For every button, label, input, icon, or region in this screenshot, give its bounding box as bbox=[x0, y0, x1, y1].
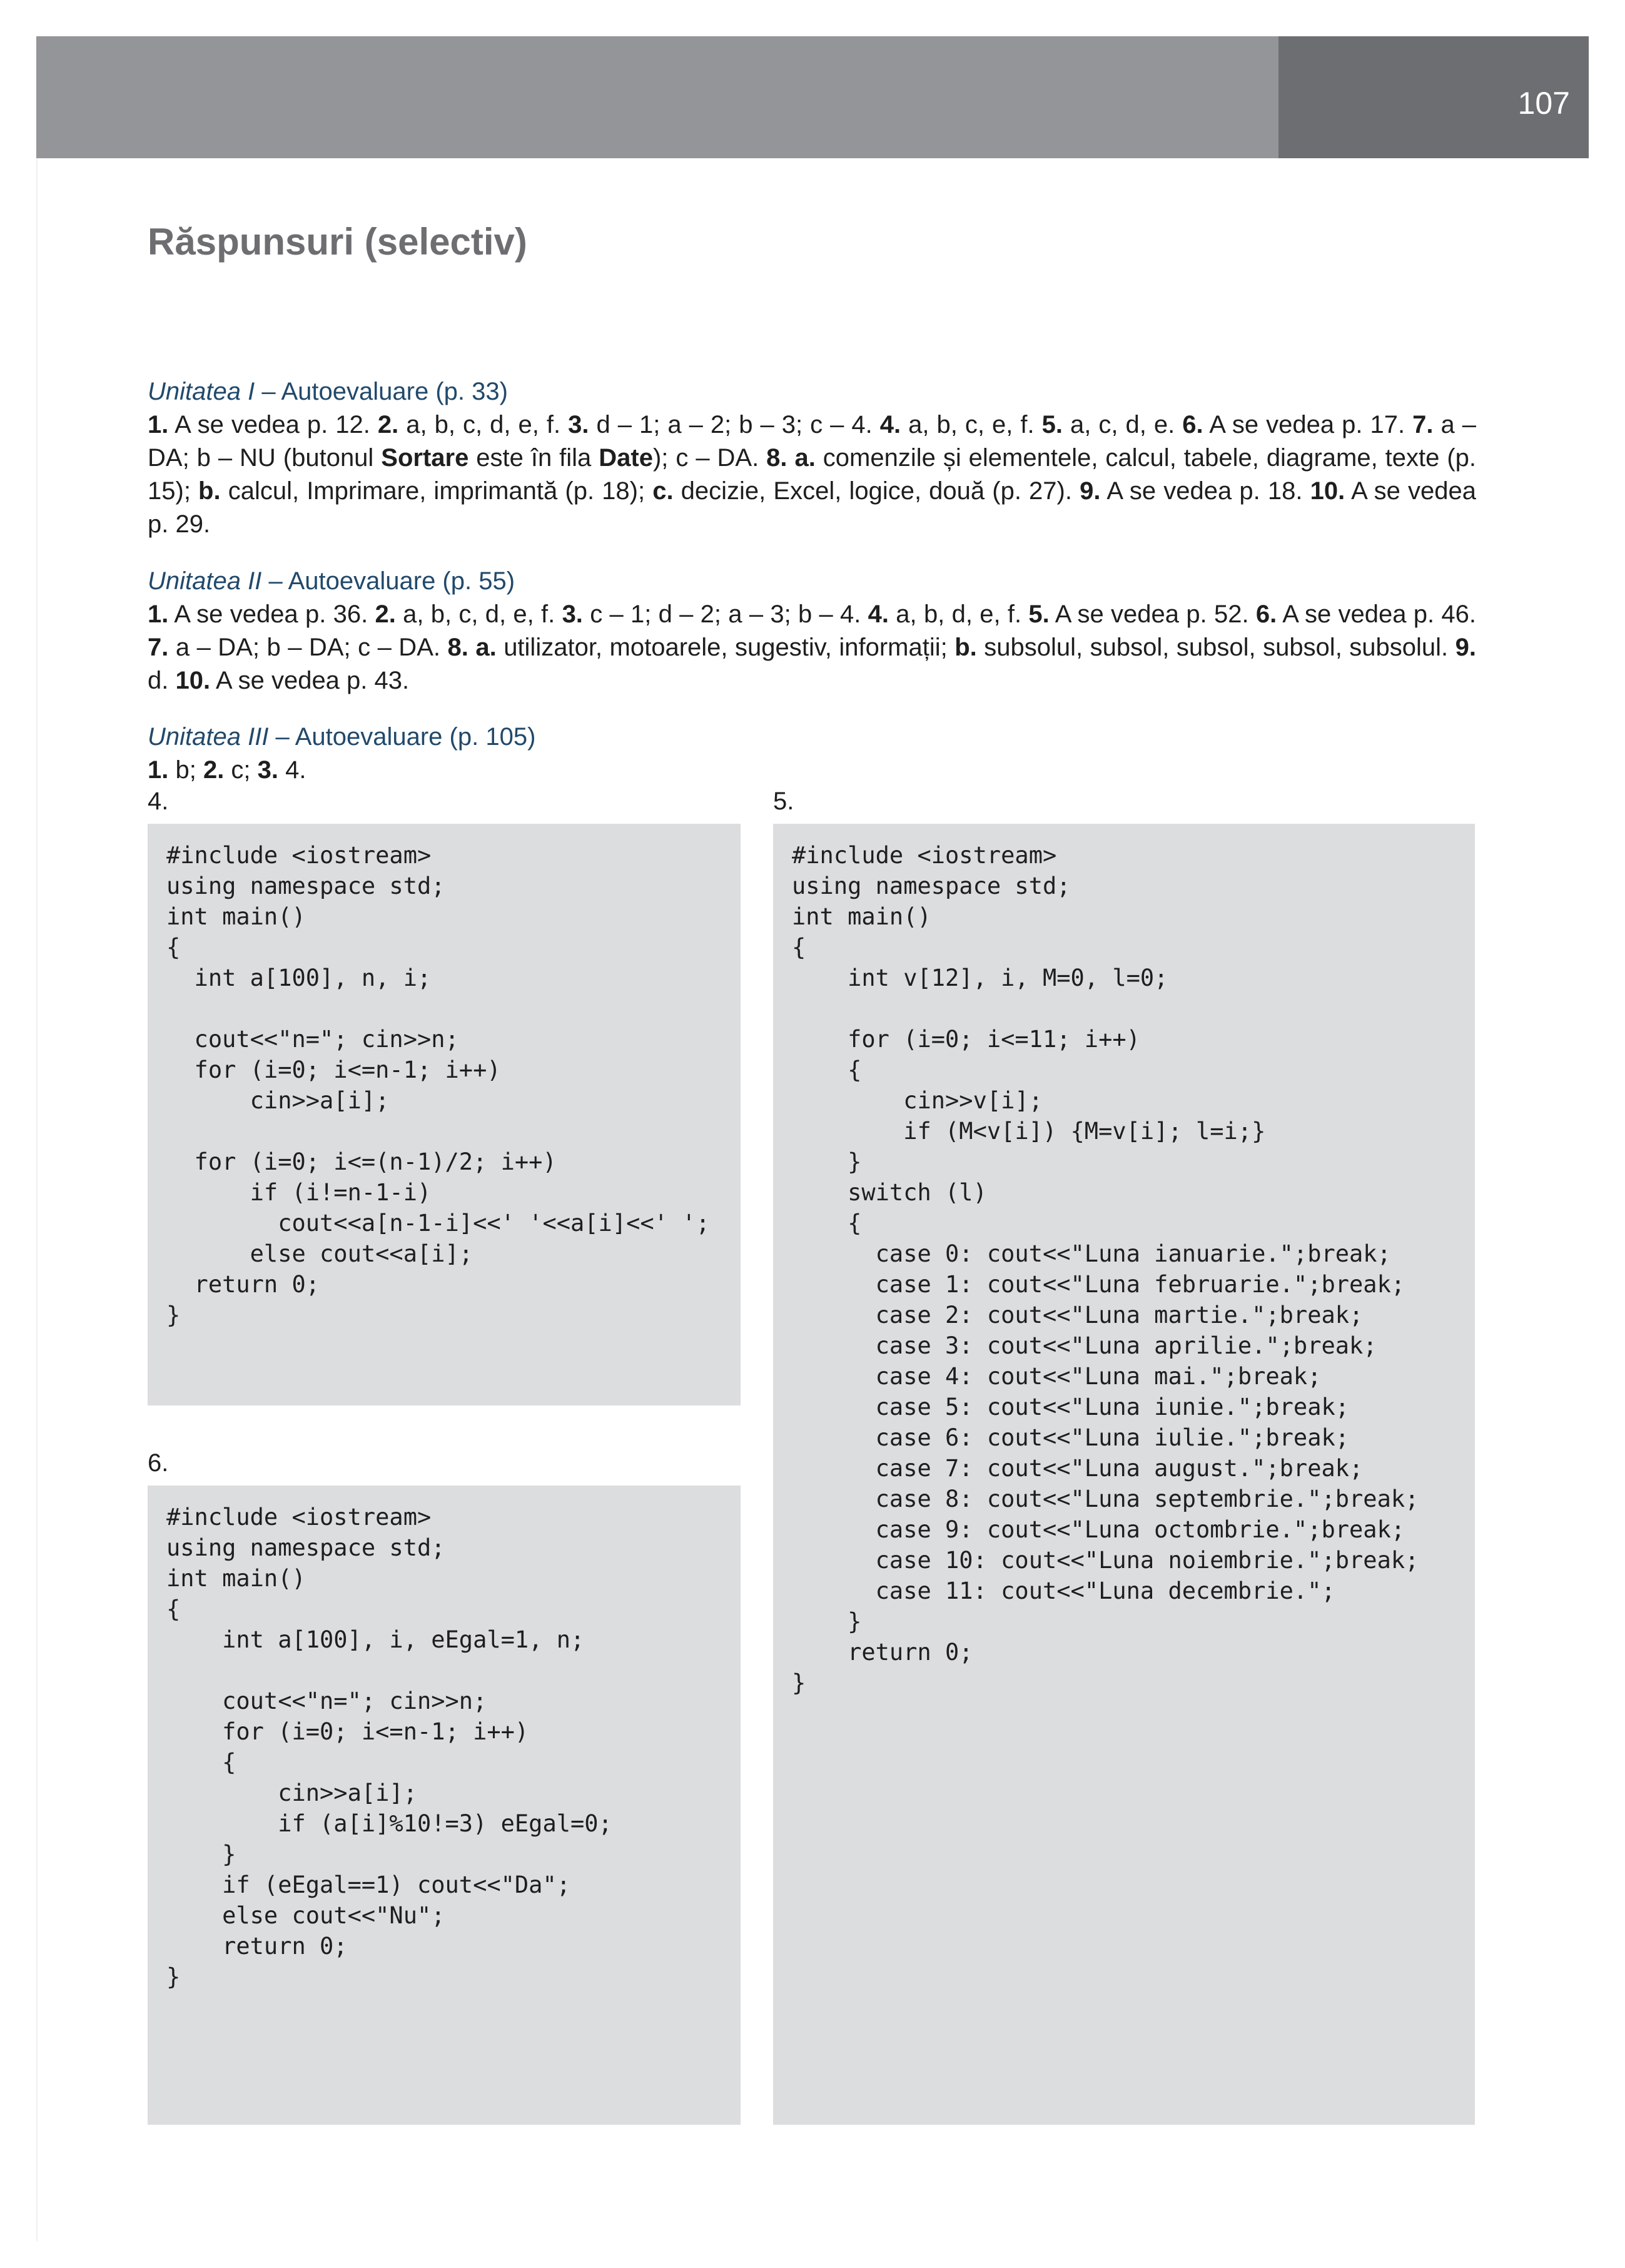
answer-number: c. bbox=[652, 477, 674, 505]
answer-text: a, b, c, d, e, f. bbox=[395, 600, 562, 628]
answer-number: Date bbox=[599, 444, 653, 472]
answer-number: 3. bbox=[257, 756, 279, 784]
unit-3-answers bbox=[148, 754, 1476, 787]
code-listing-5: #include <iostream> using namespace std; int main() { int v[12], i, M=0, l=0; for (i=0; i<=11; i++) { cin>>v[i]; if (M<v[i]) {M=v[i]; l=i;} } switch (l) { case 0: cout<<"Luna ianuarie.";break; case 1: cout<<"Luna februarie.";break; case 2: cout<<"Luna martie.";break; case 3: cout<<"Luna aprilie.";break; case 4: cout<<"Luna mai.";break; case 5: cout<<"Luna iunie.";break; case 6: cout<<"Luna iulie.";break; case 7: cout<<"Luna august.";break; case 8: cout<<"Luna septembrie.";break; case 9: cout<<"Luna octombrie.";break; case 10: cout<<"Luna noiembrie.";break; case 11: cout<<"Luna decembrie."; } return 0; } bbox=[792, 842, 1419, 1696]
answer-text: a, b, d, e, f. bbox=[889, 600, 1029, 628]
answer-number: 2. bbox=[375, 600, 396, 628]
answer-text: ); c – DA. bbox=[652, 444, 767, 472]
answer-text: este în fila bbox=[468, 444, 599, 472]
left-margin-rule bbox=[36, 158, 38, 2241]
answer-text: b; bbox=[168, 756, 203, 784]
answer-text: subsolul, subsol, subsol, subsol, subsolul. bbox=[976, 634, 1455, 661]
answer-text: c; bbox=[224, 756, 258, 784]
answer-text: a – DA; b – DA; c – DA. bbox=[168, 634, 448, 661]
unit-1-heading: Unitatea I – Autoevaluare (p. 33) bbox=[148, 378, 508, 405]
answer-number: 6. bbox=[1255, 600, 1277, 628]
answer-text: A se vedea p. 46. bbox=[1277, 600, 1477, 628]
page-title: Răspunsuri (selectiv) bbox=[148, 221, 527, 263]
answer-number: Sortare bbox=[381, 444, 469, 472]
answer-number: 4. bbox=[868, 600, 889, 628]
answer-number: 9. bbox=[1455, 634, 1477, 661]
answer-text: A se vedea p. 29. bbox=[148, 477, 1477, 538]
answer-number: 7. bbox=[1412, 411, 1434, 438]
unit-1-answers bbox=[148, 408, 1476, 541]
page-number: 107 bbox=[1517, 86, 1570, 121]
answer-text: a, b, c, e, f. bbox=[901, 411, 1042, 438]
answer-number: 5. bbox=[1028, 600, 1050, 628]
code-block-5 bbox=[773, 824, 1475, 2125]
answer-number: 9. bbox=[1080, 477, 1101, 505]
answer-text: decizie, Excel, logice, două (p. 27). bbox=[673, 477, 1080, 505]
header-band bbox=[36, 36, 1278, 158]
answer-text: c – 1; d – 2; a – 3; b – 4. bbox=[582, 600, 868, 628]
answer-number: b. bbox=[954, 634, 977, 661]
answer-number: 3. bbox=[568, 411, 589, 438]
unit-2-answers bbox=[148, 598, 1476, 697]
question-5-label: 5. bbox=[773, 787, 794, 815]
unit-2-heading: Unitatea II – Autoevaluare (p. 55) bbox=[148, 567, 515, 595]
unit-2-section bbox=[148, 565, 1476, 697]
answer-text: A se vedea p. 18. bbox=[1100, 477, 1310, 505]
answer-text: 4. bbox=[278, 756, 306, 784]
unit-1-section bbox=[148, 375, 1476, 541]
question-4-label: 4. bbox=[148, 787, 169, 815]
answer-number: 4. bbox=[879, 411, 901, 438]
answer-text: d – 1; a – 2; b – 3; c – 4. bbox=[589, 411, 880, 438]
answer-text: A se vedea p. 52. bbox=[1049, 600, 1256, 628]
answer-text: A se vedea p. 43. bbox=[210, 667, 410, 694]
answer-number: 1. bbox=[148, 411, 169, 438]
code-block-4 bbox=[148, 824, 741, 1405]
answer-number: 1. bbox=[148, 756, 169, 784]
answer-number: 10. bbox=[175, 667, 211, 694]
code-listing-4: #include <iostream> using namespace std; int main() { int a[100], n, i; cout<<"n="; cin>>n; for (i=0; i<=n-1; i++) cin>>a[i]; for (i=0; i<=(n-1)/2; i++) if (i!=n-1-i) cout<<a[n-1-i]<<' '<<a[i]<<' '; else cout<<a[i]; return 0; } bbox=[166, 842, 710, 1329]
answer-number: 2. bbox=[377, 411, 399, 438]
answer-text: a, b, c, d, e, f. bbox=[398, 411, 569, 438]
answer-number: 10. bbox=[1310, 477, 1345, 505]
answer-text: a, c, d, e. bbox=[1062, 411, 1183, 438]
answer-text: A se vedea p. 17. bbox=[1203, 411, 1413, 438]
answer-text: comenzile și elementele, calcul, tabele, diagrame, texte (p. 15); bbox=[148, 444, 1476, 505]
question-6-label: 6. bbox=[148, 1449, 169, 1477]
answer-text: a – DA; b – NU (butonul bbox=[148, 411, 1476, 472]
answer-number: 8. a. bbox=[447, 634, 497, 661]
unit-3-heading: Unitatea III – Autoevaluare (p. 105) bbox=[148, 723, 536, 751]
answer-text: utilizator, motoarele, sugestiv, informații; bbox=[496, 634, 955, 661]
answer-number: 6. bbox=[1182, 411, 1203, 438]
answer-number: 2. bbox=[203, 756, 225, 784]
code-listing-6: #include <iostream> using namespace std; int main() { int a[100], i, eEgal=1, n; cout<<"n="; cin>>n; for (i=0; i<=n-1; i++) { cin>>a[i]; if (a[i]%10!=3) eEgal=0; } if (eEgal==1) cout<<"Da"; else cout<<"Nu"; return 0; } bbox=[166, 1504, 612, 1990]
answer-number: 5. bbox=[1041, 411, 1063, 438]
answer-number: 7. bbox=[148, 634, 169, 661]
answer-number: 1. bbox=[148, 600, 169, 628]
answer-text: d. bbox=[148, 667, 176, 694]
answer-number: b. bbox=[198, 477, 221, 505]
answer-number: 3. bbox=[562, 600, 583, 628]
code-block-6 bbox=[148, 1486, 741, 2125]
answer-text: A se vedea p. 36. bbox=[168, 600, 375, 628]
answer-text: A se vedea p. 12. bbox=[168, 411, 378, 438]
unit-3-section bbox=[148, 721, 1476, 787]
answer-text: calcul, Imprimare, imprimantă (p. 18); bbox=[220, 477, 653, 505]
answer-number: 8. a. bbox=[766, 444, 816, 472]
